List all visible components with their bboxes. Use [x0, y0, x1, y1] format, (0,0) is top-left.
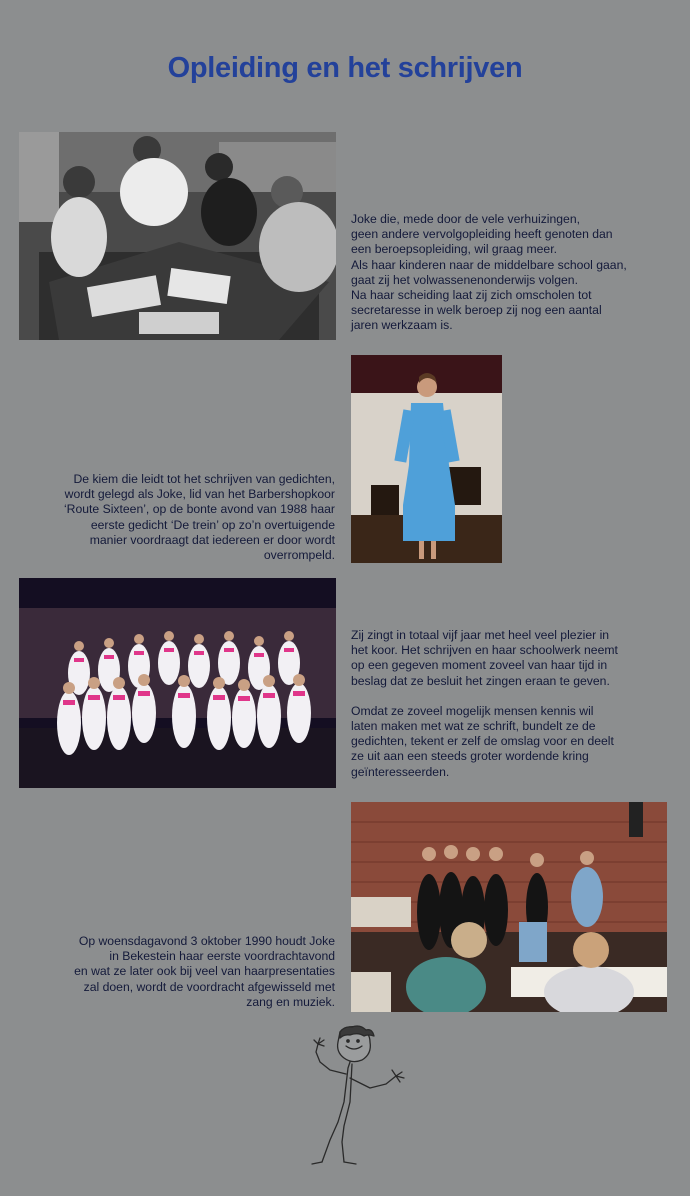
- choir-text: [351, 628, 681, 780]
- education-text: [351, 212, 681, 334]
- text-line: eerste gedicht ‘De trein’ op zo’n overtuigende: [90, 517, 335, 532]
- text-line: zal doen, wordt de voordracht afgewisseld met: [83, 979, 335, 994]
- text-line: wordt gelegd als Joke, lid van het Barbershopkoor: [64, 487, 335, 502]
- choir-photo: [19, 578, 336, 788]
- text-line: laten maken met wat ze schrift, bundelt ze de: [351, 719, 596, 734]
- text-line: op een gegeven moment zoveel van haar tijd in: [351, 658, 608, 673]
- text-line: Na haar scheiding laat zij zich omscholen tot: [351, 288, 592, 303]
- text-line: jaren werkzaam is.: [351, 318, 453, 333]
- stick-figure-drawing: [278, 1022, 410, 1168]
- text-line: secretaresse in welk beroep zij nog een aantal: [351, 303, 602, 318]
- text-line: gedichten, tekent er zelf de omslag voor en deelt: [351, 734, 614, 749]
- text-line: ‘Route Sixteen’, op de bonte avond van 1988 haar: [63, 502, 335, 517]
- performance-photo: [351, 802, 667, 1012]
- woman-blue-dress-photo: [351, 355, 502, 563]
- text-line: een beroepsopleiding, wil graag meer.: [351, 242, 557, 257]
- text-line: ze uit aan een steeds groter wordende kring: [351, 749, 589, 764]
- text-line: Joke die, mede door de vele verhuizingen,: [351, 212, 580, 226]
- text-line: geen andere vervolgopleiding heeft genoten dan: [351, 227, 613, 242]
- text-line: zang en muziek.: [246, 994, 335, 1009]
- first-evening-text: [10, 934, 335, 1010]
- text-line: geïnteresseerden.: [351, 764, 450, 779]
- page-title: Opleiding en het schrijven: [167, 52, 523, 84]
- text-line: gaat zij het volwassenenonderwijs volgen.: [351, 272, 578, 287]
- text-line: beslag dat ze besluit het zingen eraan te geven.: [351, 673, 610, 688]
- text-line: het koor. Het schrijven en haar schoolwerk neemt: [351, 643, 618, 658]
- text-line: overrompeld.: [263, 548, 335, 563]
- poem-start-text: [10, 472, 335, 563]
- text-line: en wat ze later ook bij veel van haarpresentaties: [74, 964, 335, 979]
- text-line: Zij zingt in totaal vijf jaar met heel veel plezier in: [351, 628, 610, 642]
- text-line: Als haar kinderen naar de middelbare school gaan,: [351, 257, 627, 272]
- text-line: Op woensdagavond 3 oktober 1990 houdt Joke: [78, 934, 335, 948]
- text-line: manier voordraagt dat iedereen er door wordt: [89, 532, 335, 547]
- text-line: Omdat ze zoveel mogelijk mensen kennis wil: [351, 703, 594, 718]
- classroom-photo: [19, 132, 336, 340]
- text-line: De kiem die leidt tot het schrijven van gedichten,: [73, 472, 335, 486]
- text-line: in Bekestein haar eerste voordrachtavond: [109, 949, 335, 964]
